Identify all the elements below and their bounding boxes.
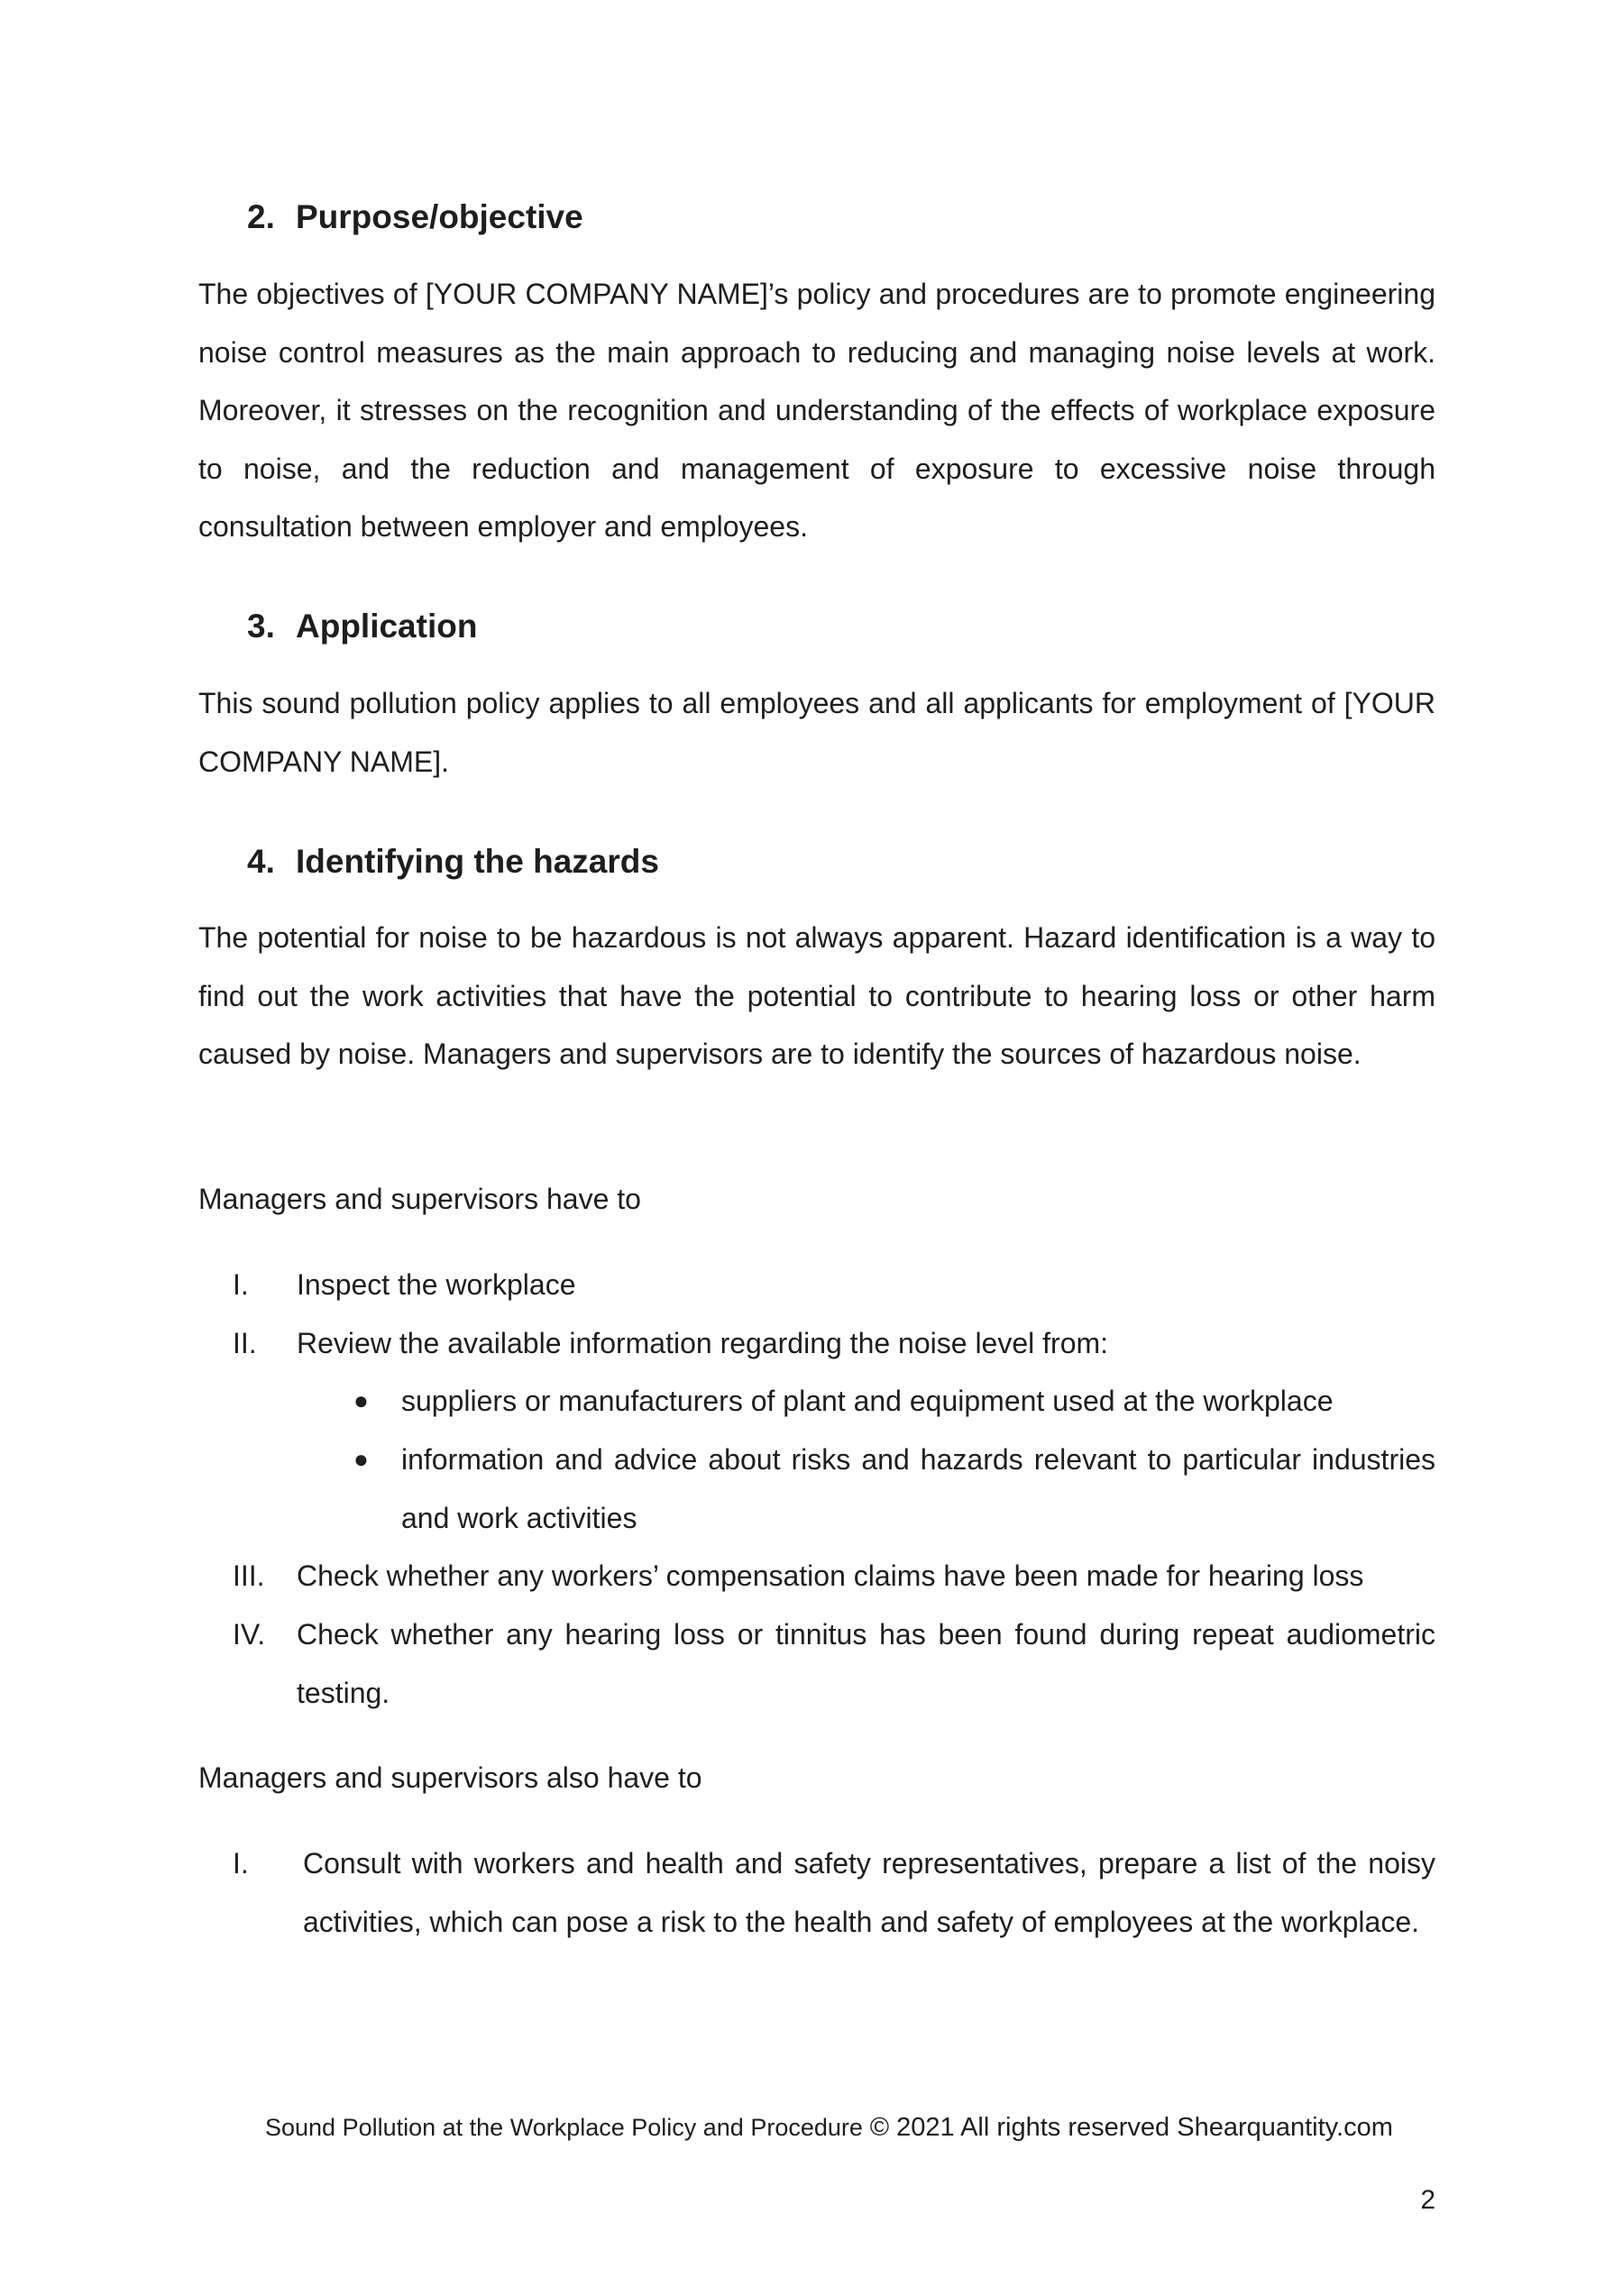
list-item-text: Review the available information regarding the noise level from: — [297, 1327, 1109, 1359]
bullet-item — [198, 1372, 1435, 1431]
list-numeral: I. — [233, 1847, 249, 1880]
list-item-text: Consult with workers and health and safety representatives, prepare a list of the noisy activities, which can pose a risk to the health and safety of employees at the workplace. — [303, 1847, 1435, 1938]
footer-title: Sound Pollution at the Workplace Policy and Procedure — [265, 2114, 863, 2141]
page-number: 2 — [1420, 2185, 1435, 2215]
list-item — [198, 1314, 1435, 1373]
list-numeral: II. — [233, 1327, 257, 1359]
section-title: Identifying the hazards — [296, 843, 659, 880]
section-number: 2. — [247, 198, 275, 235]
list-item — [198, 1547, 1435, 1605]
bullet-text: suppliers or manufacturers of plant and equipment used at the workplace — [401, 1385, 1334, 1417]
list-intro: Managers and supervisors have to — [198, 1183, 641, 1215]
bullet-icon: ● — [353, 1445, 369, 1473]
section-title: Application — [296, 608, 478, 645]
list-item-text: Check whether any workers’ compensation claims have been made for hearing loss — [297, 1560, 1364, 1592]
list-numeral: I. — [233, 1268, 249, 1301]
section-number: 3. — [247, 608, 275, 645]
bullet-item — [198, 1431, 1435, 1547]
application-paragraph: This sound pollution policy applies to all employees and all applicants for employment of [YOUR COMPANY NAME]. — [198, 687, 1435, 778]
section-title: Purpose/objective — [296, 198, 583, 235]
section-heading-hazards — [247, 842, 659, 882]
list-item-text: Inspect the workplace — [297, 1268, 576, 1301]
page-footer — [265, 2113, 1393, 2143]
purpose-paragraph: The objectives of [YOUR COMPANY NAME]’s policy and procedures are to promote engineering noise control measures as the main approach to reducing and managing noise levels at work. Moreover, it stresses on the recognition and understanding of the effects of workplace exposure to noise, and the reduction and management of exposure to excessive noise through consultation between employer and employees. — [198, 278, 1435, 543]
list-numeral: III. — [233, 1560, 265, 1592]
list-intro: Managers and supervisors also have to — [198, 1761, 702, 1794]
hazards-paragraph: The potential for noise to be hazardous is not always apparent. Hazard identification is a way to find out the work activities that have the potential to contribute to hearing loss or other harm caused by noise. Managers and supervisors are to identify the sources of hazardous noise. — [198, 921, 1435, 1070]
bullet-icon: ● — [353, 1386, 369, 1414]
bullet-text: information and advice about risks and hazards relevant to particular industries and work activities — [401, 1443, 1435, 1534]
section-heading-application — [247, 607, 477, 646]
list-item — [198, 1834, 1435, 1951]
list-item-text: Check whether any hearing loss or tinnitus has been found during repeat audiometric testing. — [297, 1618, 1435, 1709]
section-number: 4. — [247, 843, 275, 880]
list-item — [198, 1256, 1435, 1314]
list-numeral: IV. — [233, 1618, 266, 1651]
section-heading-purpose — [247, 197, 583, 237]
footer-copyright: © 2021 All rights reserved Shearquantity.com — [869, 2113, 1393, 2142]
list-item — [198, 1605, 1435, 1722]
